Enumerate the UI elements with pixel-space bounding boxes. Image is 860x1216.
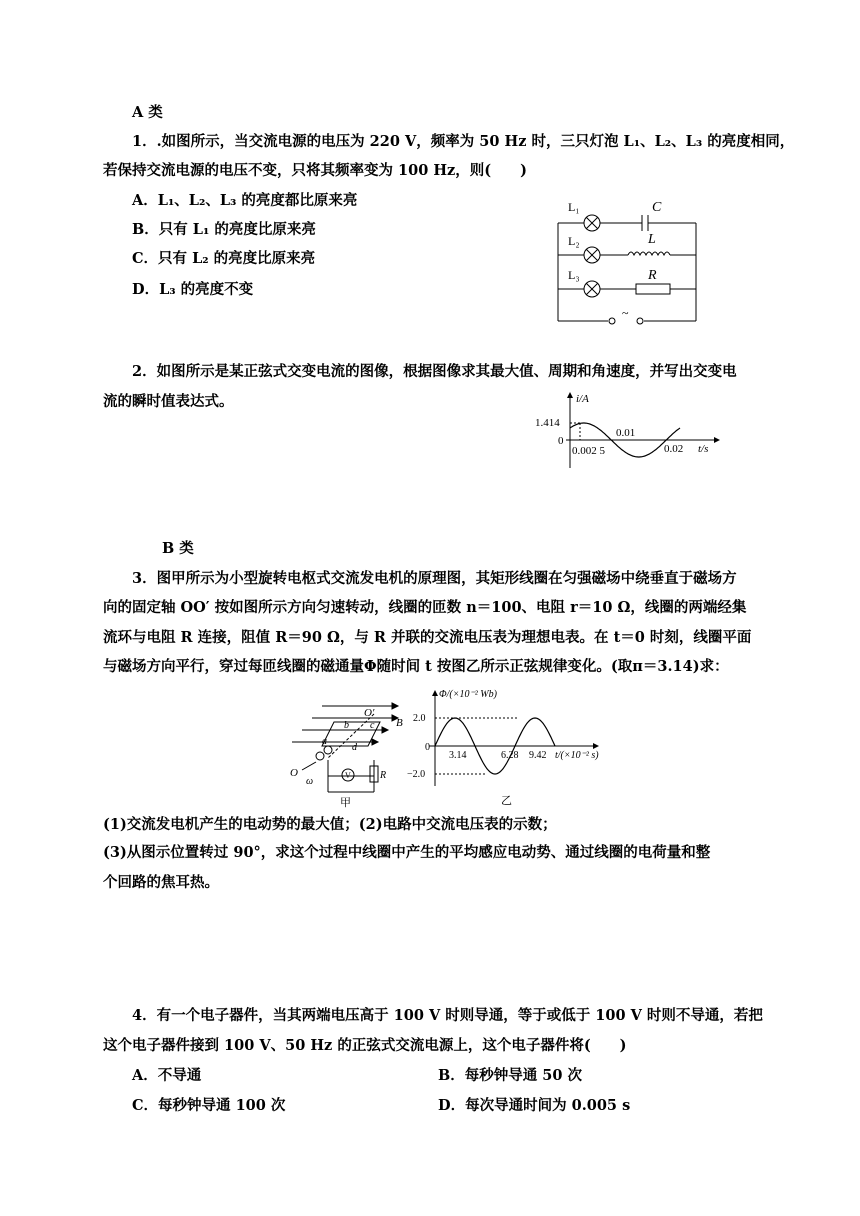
q3-tick-neg2: −2.0: [407, 769, 426, 780]
section-b-heading: B 类: [162, 540, 194, 557]
q4-stem-line2: 这个电子器件接到 100 V、50 Hz 的正弦式交流电源上，这个电子器件将( ): [103, 1037, 627, 1054]
q1-option-b: B．只有 L₁ 的亮度比原来亮: [132, 221, 316, 238]
q2-stem-line1: 2．如图所示是某正弦式交变电流的图像，根据图像求其最大值、周期和角速度，并写出交变电: [132, 363, 737, 380]
q3-stem-line2: 向的固定轴 OO′ 按如图所示方向匀速转动，线圈的匝数 n＝100、电阻 r＝10 Ω，线圈的两端经集: [103, 599, 747, 616]
q1-option-d: D．L₃ 的亮度不变: [132, 281, 254, 298]
q3-tick-942: 9.42: [529, 750, 547, 761]
q3-label-a: a: [322, 736, 327, 747]
q2-x-label: t/s: [698, 443, 709, 455]
section-a-heading: A 类: [132, 104, 163, 121]
q4-option-c: C．每秒钟导通 100 次: [132, 1097, 286, 1114]
label-l: L: [648, 232, 656, 247]
q3-voltmeter-label: V: [345, 771, 351, 780]
q3-x-label: t/(×10⁻² s): [555, 750, 599, 761]
label-c: C: [652, 200, 662, 215]
q2-tick-0: 0: [558, 435, 564, 447]
q1-option-c: C．只有 L₂ 的亮度比原来亮: [132, 250, 316, 267]
q3-tick-628: 6.28: [501, 750, 519, 761]
label-r: R: [648, 268, 657, 283]
q2-tick-001: 0.01: [616, 427, 636, 439]
label-l2: L₂: [568, 234, 580, 248]
q2-tick-1414: 1.414: [535, 417, 560, 429]
q3-y-arrow: [432, 690, 438, 696]
q2-y-label: i/A: [576, 393, 589, 405]
q4-option-d: D．每次导通时间为 0.005 s: [438, 1097, 631, 1114]
q2-x-arrow: [714, 437, 720, 443]
q2-current-graph: [530, 390, 720, 472]
q3-x-arrow: [593, 743, 599, 749]
q3-caption-yi: 乙: [501, 795, 512, 807]
q3-tick-0: 0: [425, 742, 430, 753]
q1-stem-line1: 1．.如图所示，当交流电源的电压为 220 V，频率为 50 Hz 时，三只灯泡 L₁、L₂、L₃ 的亮度相同，: [132, 133, 795, 150]
q1-circuit-diagram: [550, 195, 710, 325]
q1-stem-line2: 若保持交流电源的电压不变，只将其频率变为 100 Hz，则( ): [103, 162, 528, 179]
q3-tick-2: 2.0: [413, 713, 426, 724]
q4-option-a: A．不导通: [132, 1067, 202, 1084]
q2-tick-00025: 0.002 5: [572, 445, 605, 457]
q2-tick-002: 0.02: [664, 443, 684, 455]
q3-label-omega: ω: [306, 776, 314, 787]
q3-tick-314: 3.14: [449, 750, 467, 761]
q3-stem-line1: 3．图甲所示为小型旋转电枢式交流发电机的原理图，其矩形线圈在匀强磁场中绕垂直于磁场方: [132, 570, 737, 587]
q3-label-c: c: [370, 720, 375, 731]
label-ac-source: ~: [622, 306, 629, 320]
q3-label-d: d: [352, 742, 357, 753]
q4-stem-line1: 4．有一个电子器件，当其两端电压高于 100 V 时则导通，等于或低于 100 V 时则不导通，若把: [132, 1007, 763, 1024]
q3-flux-graph: [405, 686, 605, 808]
q3-stem-line3: 流环与电阻 R 连接，阻值 R＝90 Ω，与 R 并联的交流电压表为理想电表。在 t＝0 时刻，线圈平面: [103, 629, 752, 646]
q4-option-b: B．每秒钟导通 50 次: [438, 1067, 583, 1084]
label-l1: L₁: [568, 200, 580, 214]
q3-label-oprime: O′: [364, 707, 375, 719]
q3-resistor-label: R: [380, 770, 387, 781]
q3-y-label: Φ/(×10⁻² Wb): [439, 689, 497, 700]
q3-subq-3-line1: (3)从图示位置转过 90°，求这个过程中线圈中产生的平均感应电动势、通过线圈的电荷量和整: [103, 844, 711, 861]
q3-subq-3-line2: 个回路的焦耳热。: [103, 874, 219, 891]
q3-label-o: O: [290, 767, 298, 779]
label-l3: L₃: [568, 268, 580, 282]
q3-label-field-b: B: [396, 717, 403, 729]
q3-stem-line4: 与磁场方向平行，穿过每匝线圈的磁通量Φ随时间 t 按图乙所示正弦规律变化。(取π＝3.14)求：: [103, 658, 729, 675]
q3-label-b: b: [344, 720, 349, 731]
q3-caption-jia: 甲: [340, 797, 351, 808]
q2-y-arrow: [567, 392, 573, 398]
q3-generator-diagram: [288, 686, 408, 808]
q3-subq-1-2: (1)交流发电机产生的电动势的最大值；(2)电路中交流电压表的示数；: [103, 816, 557, 833]
q2-stem-line2: 流的瞬时值表达式。: [103, 393, 234, 410]
q1-option-a: A．L₁、L₂、L₃ 的亮度都比原来亮: [132, 192, 358, 209]
